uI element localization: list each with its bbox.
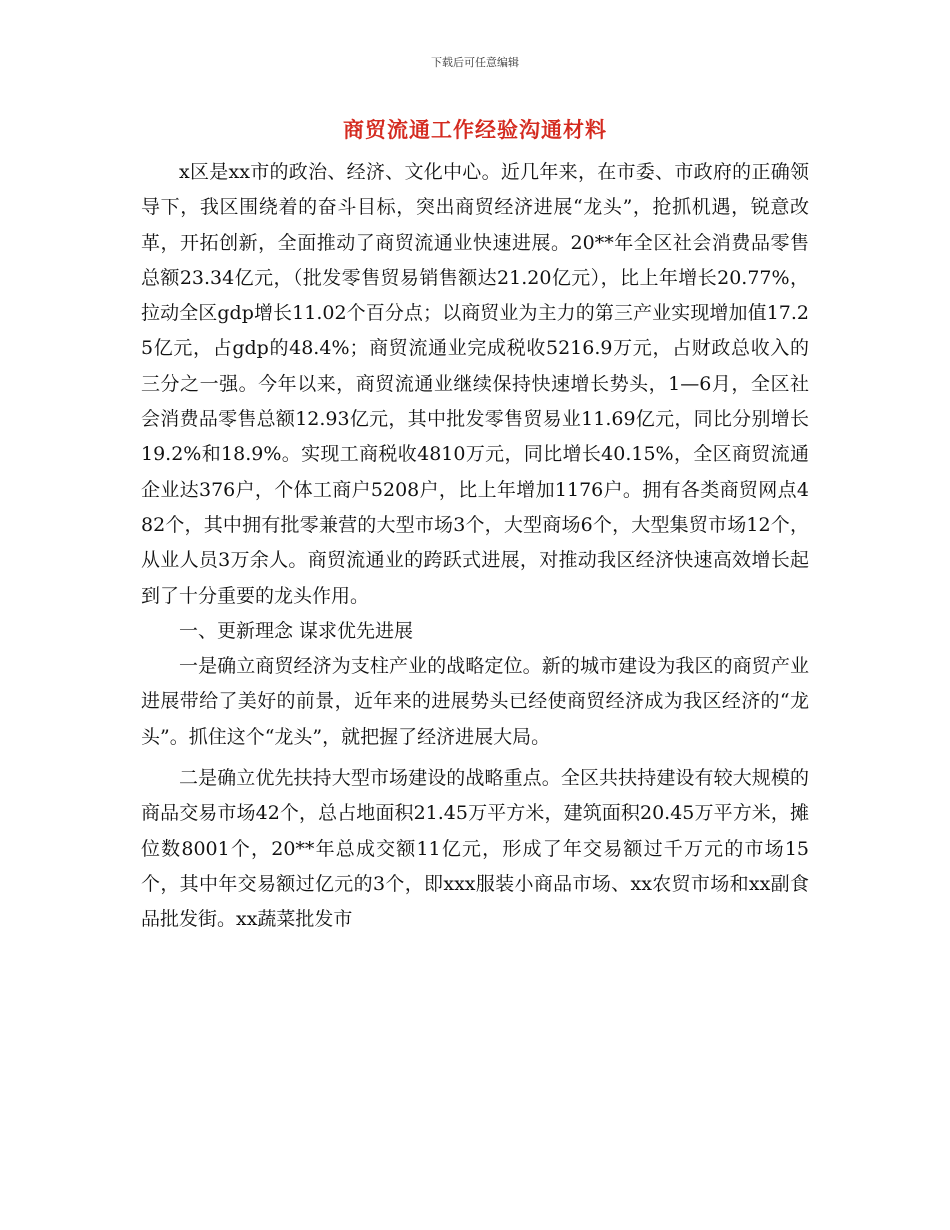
document-title: 商贸流通工作经验沟通材料 <box>343 118 607 142</box>
paragraph-intro: x区是xx市的政治、经济、文化中心。近几年来，在市委、市政府的正确领导下，我区围绕着的奋斗目标，突出商贸经济进展“龙头”，抢抓机遇，锐意改革，开拓创新，全面推动了商贸流通业快速进展。20**年全区社会消费品零售总额23.34亿元，（批发零售贸易销售额达21.20亿元），比上年增长20.77%，拉动全区gdp增长11.02个百分点；以商贸业为主力的第三产业实现增加值17.25亿元，占gdp的48.4%；商贸流通业完成税收5216.9万元，占财政总收入的三分之一强。今年以来，商贸流通业继续保持快速增长势头，1—6月，全区社会消费品零售总额12.93亿元，其中批发零售贸易业11.69亿元，同比分别增长19.2%和18.9%。实现工商税收4810万元，同比增长40.15%，全区商贸流通企业达376户，个体工商户5208户，比上年增加1176户。拥有各类商贸网点482个，其中拥有批零兼营的大型市场3个，大型商场6个，大型集贸市场12个，从业人员3万余人。商贸流通业的跨跃式进展，对推动我区经济快速高效增长起到了十分重要的龙头作用。 <box>141 161 809 607</box>
document-body <box>141 155 809 938</box>
paragraph-point-1: 一是确立商贸经济为支柱产业的战略定位。新的城市建设为我区的商贸产业进展带给了美好的前景，近年来的进展势头已经使商贸经济成为我区经济的“龙头”。抓住这个“龙头”，就把握了经济进展大局。 <box>141 655 809 748</box>
page-header-note: 下载后可任意编辑 <box>431 56 519 69</box>
paragraph-point-2: 二是确立优先扶持大型市场建设的战略重点。全区共扶持建设有较大规模的商品交易市场42个，总占地面积21.45万平方米，建筑面积20.45万平方米，摊位数8001个，20**年总成交额11亿元，形成了年交易额过千万元的市场15个，其中年交易额过亿元的3个，即xxx服装小商品市场、xx农贸市场和xx副食品批发街。xx蔬菜批发市 <box>141 767 809 931</box>
section-heading-1: 一、更新理念 谋求优先进展 <box>179 619 414 642</box>
